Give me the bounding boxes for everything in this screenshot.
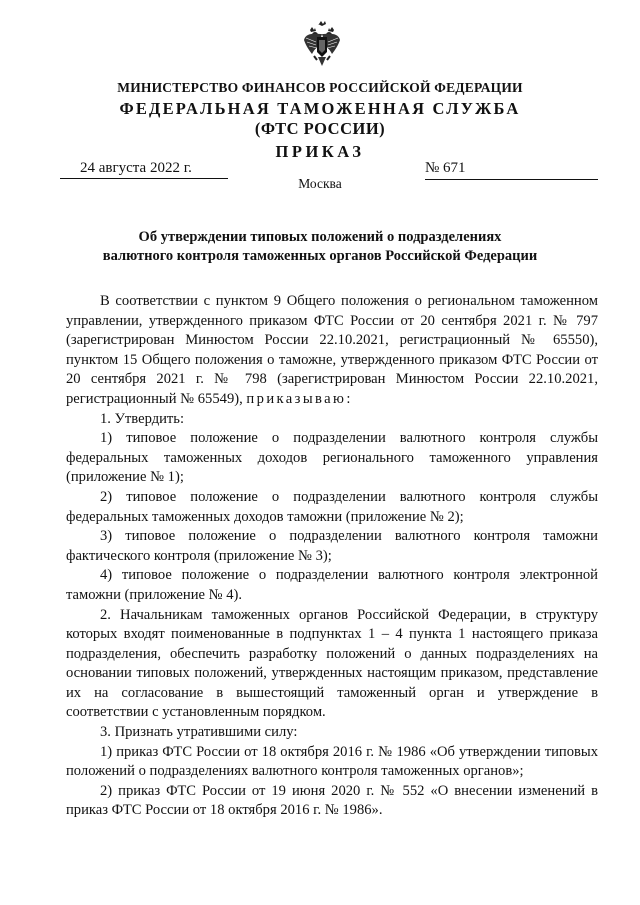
title-line-1: Об утверждении типовых положений о подразделениях — [138, 229, 502, 245]
paragraph-1: 1. Утвердить: — [100, 410, 185, 427]
order-date: 24 августа 2022 г. — [60, 160, 228, 179]
paragraph-3-2: 2) приказ ФТС России от 19 июня 2020 г. № 552 «О внесении изменений в приказ ФТС России от 18 октября 2016 г. № 1986». — [66, 782, 598, 819]
paragraph-1-3: 3) типовое положение о подразделении валютного контроля таможни фактического контроля (приложение № 3); — [66, 528, 598, 564]
ministry-name: МИНИСТЕРСТВО ФИНАНСОВ РОССИЙСКОЙ ФЕДЕРАЦИИ — [117, 80, 523, 95]
order-word: приказываю: — [246, 390, 353, 407]
document-type: ПРИКАЗ — [275, 142, 365, 161]
document-title — [0, 228, 640, 266]
title-line-2: валютного контроля таможенных органов Российской Федерации — [102, 248, 538, 264]
paragraph-3-1: 1) приказ ФТС России от 18 октября 2016 г. № 1986 «Об утверждении типовых положений о подразделениях валютного контроля таможенных органов»; — [66, 743, 598, 780]
paragraph-1-1: 1) типовое положение о подразделении валютного контроля службы федеральных таможенных доходов регионального таможенного управления (приложение № 1); — [66, 430, 598, 486]
paragraph-1-4: 4) типовое положение о подразделении валютного контроля электронной таможни (приложение № 4). — [66, 567, 598, 603]
coat-of-arms-icon — [302, 20, 342, 68]
paragraph-2: 2. Начальникам таможенных органов Российской Федерации, в структуру которых входят поименованные в подпунктах 1 – 4 пункта 1 настоящего приказа подразделения, обеспечить разработку положений о данных подразделениях на основании типовых положений, утвержденных настоящим приказом, представление их на согласование в вышестоящий таможенный орган и утверждение в соответствии с установленным порядком. — [66, 606, 598, 721]
paragraph-1-2: 2) типовое положение о подразделении валютного контроля службы федеральных таможенных доходов таможни (приложение № 2); — [66, 488, 598, 525]
intro-text: В соответствии с пунктом 9 Общего положения о региональном таможенном управлении, утвержденного приказом ФТС России от 20 сентября 2021 г. № 797 (зарегистрирован Минюстом России 22.10.2021, регистрационный № 65550), пунктом 15 Общего положения о таможне, утвержденного приказом ФТС России от 20 сентября 2021 г. № 798 (зарегистрирован Минюстом России 22.10.2021, регистрационный № 65549), — [66, 293, 598, 407]
order-number: № 671 — [425, 160, 598, 180]
city: Москва — [298, 176, 342, 191]
paragraph-3: 3. Признать утратившими силу: — [100, 724, 298, 741]
document-body — [66, 292, 598, 821]
intro-paragraph — [66, 292, 598, 410]
service-abbreviation: (ФТС РОССИИ) — [254, 119, 386, 138]
service-name: ФЕДЕРАЛЬНАЯ ТАМОЖЕННАЯ СЛУЖБА — [119, 99, 521, 118]
